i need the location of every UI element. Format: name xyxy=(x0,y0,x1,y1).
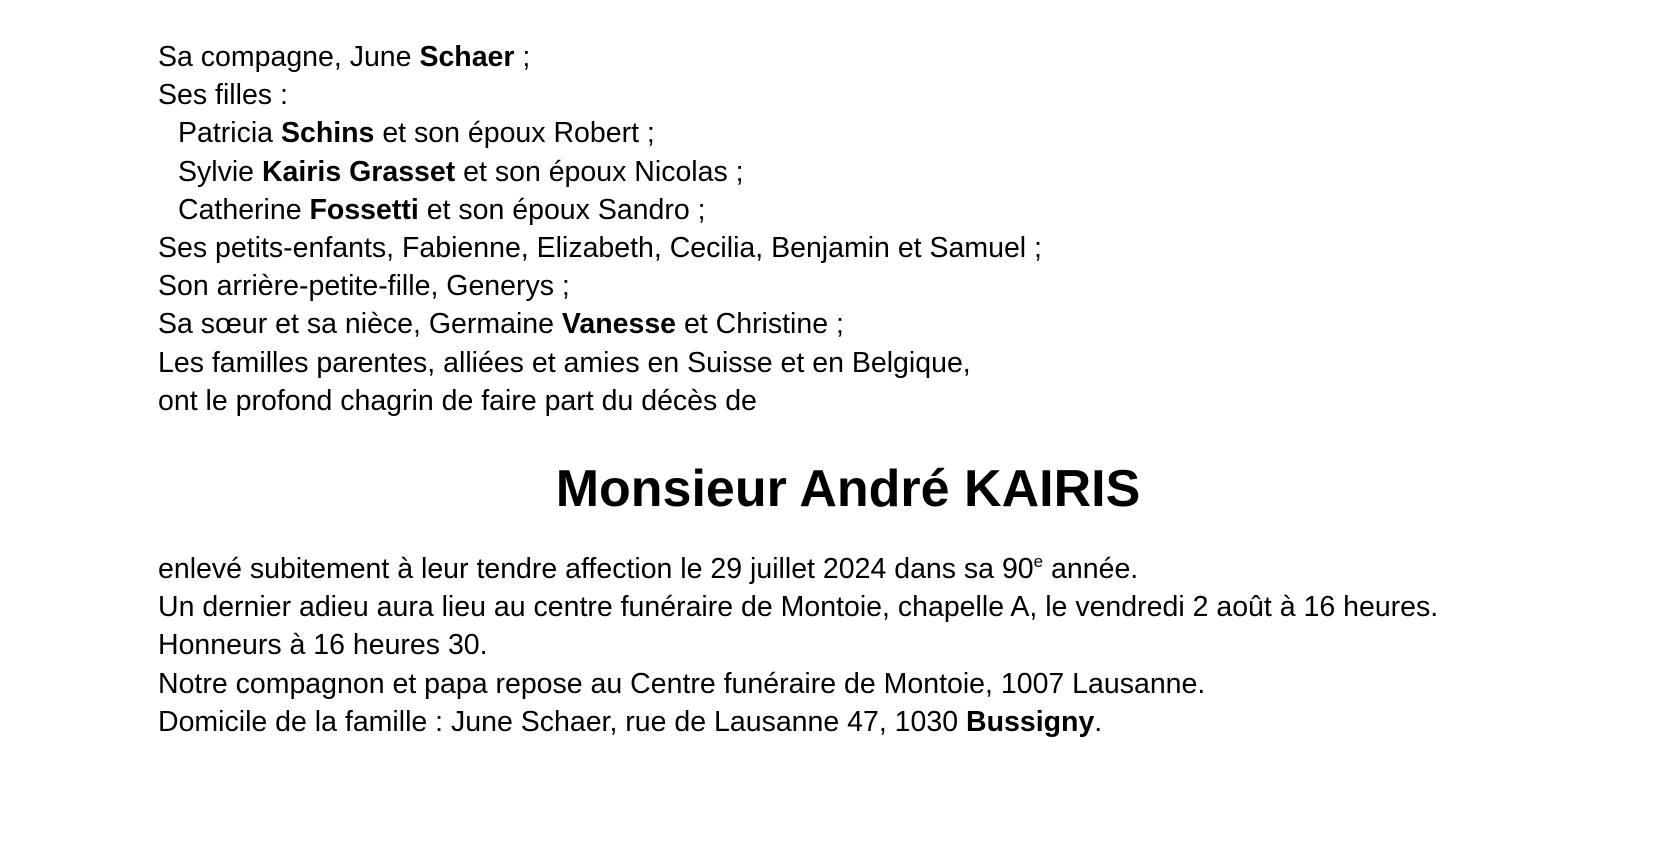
announcement-line: ont le profond chagrin de faire part du décès de xyxy=(158,384,757,417)
daughter-2-surname: Kairis Grasset xyxy=(261,155,456,188)
daughter-line-2: Sylvie Kairis Grasset et son époux Nicolas ; xyxy=(178,155,744,188)
daughters-intro: Ses filles : xyxy=(158,79,288,112)
ordinal-suffix: e xyxy=(1033,552,1044,572)
daughter-line-3: Catherine Fossetti et son époux Sandro ; xyxy=(178,193,706,226)
domicile-line: Domicile de la famille : June Schaer, rue de Lausanne 47, 1030 Bussigny. xyxy=(158,705,1103,738)
daughter-line-1: Patricia Schins et son époux Robert ; xyxy=(178,117,655,150)
deceased-name: Monsieur André KAIRIS xyxy=(555,460,1141,519)
resting-line: Notre compagnon et papa repose au Centre funéraire de Montoie, 1007 Lausanne. xyxy=(158,667,1206,700)
sister-line: Sa sœur et sa nièce, Germaine Vanesse et Christine ; xyxy=(158,308,844,341)
death-date-line: enlevé subitement à leur tendre affection le 29 juillet 2024 dans sa 90e année. xyxy=(158,552,1139,586)
families-line: Les familles parentes, alliées et amies en Suisse et en Belgique, xyxy=(158,346,971,379)
death-notice xyxy=(158,38,1518,741)
partner-line: Sa compagne, June Schaer ; xyxy=(158,41,531,73)
sister-surname: Vanesse xyxy=(561,308,677,341)
grandchildren-line: Ses petits-enfants, Fabienne, Elizabeth, Cecilia, Benjamin et Samuel ; xyxy=(158,232,1042,265)
farewell-paragraph: Un dernier adieu aura lieu au centre funéraire de Montoie, chapelle A, le vendredi 2 août à 16 heures. xyxy=(158,591,1439,624)
honours-line: Honneurs à 16 heures 30. xyxy=(158,629,488,662)
domicile-town: Bussigny xyxy=(966,705,1095,738)
daughter-1-surname: Schins xyxy=(280,117,375,150)
great-grandchild-line: Son arrière-petite-fille, Generys ; xyxy=(158,270,570,303)
partner-surname: Schaer xyxy=(419,41,515,73)
daughter-3-surname: Fossetti xyxy=(309,193,419,226)
